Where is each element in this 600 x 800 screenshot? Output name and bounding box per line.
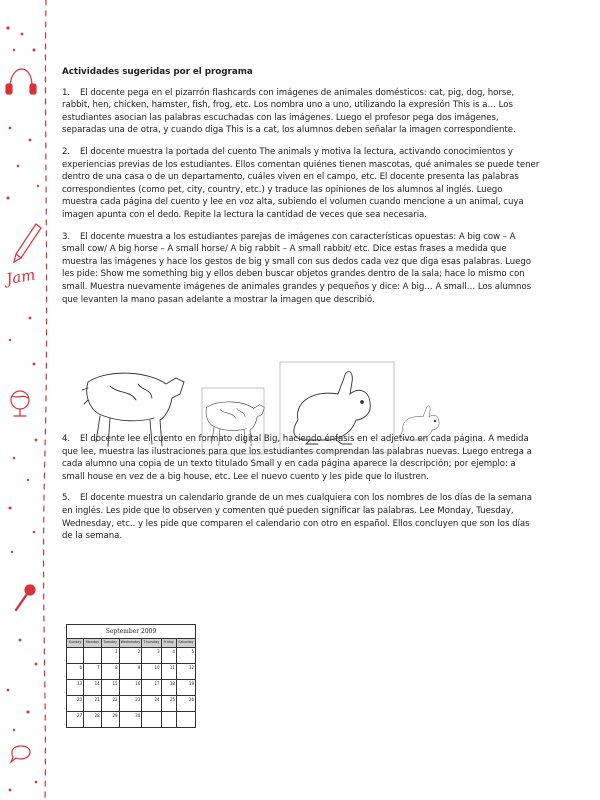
calendar-cell	[176, 712, 195, 728]
globe-icon	[11, 391, 29, 416]
activity-paragraph: 3. El docente muestra a los estudiantes parejas de imágenes con características opuestas: A big cow – A small cow/ A big horse – A small horse/ A big rabbit – A small rabbit/ etc. Dice estas frases a medida que muestra las imágenes y hace los gestos de big y small con sus dedos cada vez que diga esas palabras. Luego les pide: Show me something big y ellos deben buscar objetos grandes dentro de la sala; hace lo mismo con small. Muestra nuevamente imágenes de animales grandes y pequeños y dice: A big… A small… Los alumnos que levanten la mano pasan adelante a mostrar la imagen que describió.	[62, 231, 532, 305]
calendar-cell: 3	[142, 648, 161, 664]
calendar-cell: 29	[101, 712, 119, 728]
calendar-cell: 24	[142, 696, 161, 712]
calendar-cell: 12	[176, 664, 195, 680]
animal-illustrations	[80, 360, 460, 460]
margin-word: Jam	[4, 265, 37, 289]
calendar-cell: 21	[84, 696, 102, 712]
calendar-day-header: Monday	[84, 639, 102, 648]
activities-document	[62, 66, 540, 552]
calendar-day-header: Sunday	[67, 639, 84, 648]
calendar-cell: 8	[101, 664, 119, 680]
calendar-day-header: Thursday	[142, 639, 161, 648]
activity-paragraph: 5. El docente muestra un calendario grande de un mes cualquiera con los nombres de los días de la semana en inglés. Les pide que lo observen y comenten qué pueden significar las palabras. Lee Monday, Tuesday, Wednesday, etc.. y les pide que comparen el calendario con otro en español. Ellos concluyen que son los días de la semana.	[62, 493, 532, 542]
speech-bubble-icon	[11, 746, 30, 762]
activity-paragraph: 2. El docente muestra la portada del cuento The animals y motiva la lectura, activando conocimientos y experiencias previas de los estudiantes. Ellos comentan quiénes tienen mascotas, qué animales se puede tener dentro de una casa o de un departamento, cuáles viven en el campo, etc. El docente presenta las palabras correspondientes (como pet, city, country, etc.) y traduce las opiniones de los alumnos al inglés. Luego muestra cada página del cuento y lee en voz alta, subiendo el volumen cuando mencione a un animal, cuya imagen apunta con el dedo. Repite la lectura la cantidad de veces que sea necesaria.	[62, 146, 540, 220]
calendar-cell: 19	[176, 680, 195, 696]
calendar-cell: 9	[119, 664, 142, 680]
calendar-cell: 23	[119, 696, 142, 712]
calendar-cell: 30	[119, 712, 142, 728]
headphones-icon	[6, 69, 36, 94]
calendar-cell: 28	[84, 712, 102, 728]
calendar-cell: 1	[101, 648, 119, 664]
small-cow-image	[206, 402, 264, 446]
calendar-cell	[161, 712, 176, 728]
calendar-cell: 10	[142, 664, 161, 680]
calendar-day-header: Saturday	[176, 639, 195, 648]
margin-decoration	[0, 0, 58, 800]
calendar-cell: 6	[67, 664, 84, 680]
calendar-cell: 27	[67, 712, 84, 728]
calendar-cell: 2	[119, 648, 142, 664]
calendar-cell: 15	[101, 680, 119, 696]
calendar-cell	[67, 648, 84, 664]
activity-paragraph: 1. El docente pega en el pizarrón flashcards con imágenes de animales domésticos: cat, pig, dog, horse, rabbit, hen, chicken, hamster, fish, frog, etc. Los nombra uno a uno, utilizando la expresión This is a… Los estudiantes asocian las palabras escuchadas con las imágenes. Luego el profesor pega dos imágenes, separadas una de otra, y cuando diga This is a cat, los alumnos deben señalar la imagen correspondiente.	[62, 87, 516, 136]
calendar-day-header: Wednesday	[119, 639, 142, 648]
page-heading: Actividades sugeridas por el programa	[62, 67, 253, 77]
big-rabbit-image	[294, 372, 370, 444]
activity-paragraph: 4. El docente lee el cuento en formato digital Big, haciendo énfasis en el adjetivo en cada página. A medida que lee, muestra las ilustraciones para que los estudiantes comprendan las palabras nuevas. Luego entrega a cada alumno una copia de un texto titulado Small y en cada página aparece la descripción; por ejemplo: a small house en vez de a big house, etc. Lee el nuevo cuento y les pide que lo ilustren.	[62, 434, 532, 482]
calendar-cell	[142, 712, 161, 728]
calendar-day-header: Friday	[161, 639, 176, 648]
calendar-cell: 26	[176, 696, 195, 712]
calendar-title: September 2009	[67, 625, 196, 639]
calendar-cell: 17	[142, 680, 161, 696]
pencil-icon	[14, 224, 41, 262]
calendar-cell: 16	[119, 680, 142, 696]
big-cow-image	[82, 373, 184, 446]
calendar-cell: 18	[161, 680, 176, 696]
calendar-cell: 20	[67, 696, 84, 712]
calendar-image	[66, 624, 196, 736]
calendar-cell: 13	[67, 680, 84, 696]
calendar-cell: 5	[176, 648, 195, 664]
calendar-cell: 25	[161, 696, 176, 712]
calendar-cell: 11	[161, 664, 176, 680]
calendar-cell	[84, 648, 102, 664]
small-rabbit-image	[401, 406, 439, 440]
calendar-day-header: Tuesday	[101, 639, 119, 648]
calendar-cell: 22	[101, 696, 119, 712]
calendar-cell: 4	[161, 648, 176, 664]
calendar-cell: 14	[84, 680, 102, 696]
small-cow-frame	[202, 388, 264, 454]
microphone-icon	[16, 585, 35, 610]
calendar-cell: 7	[84, 664, 102, 680]
